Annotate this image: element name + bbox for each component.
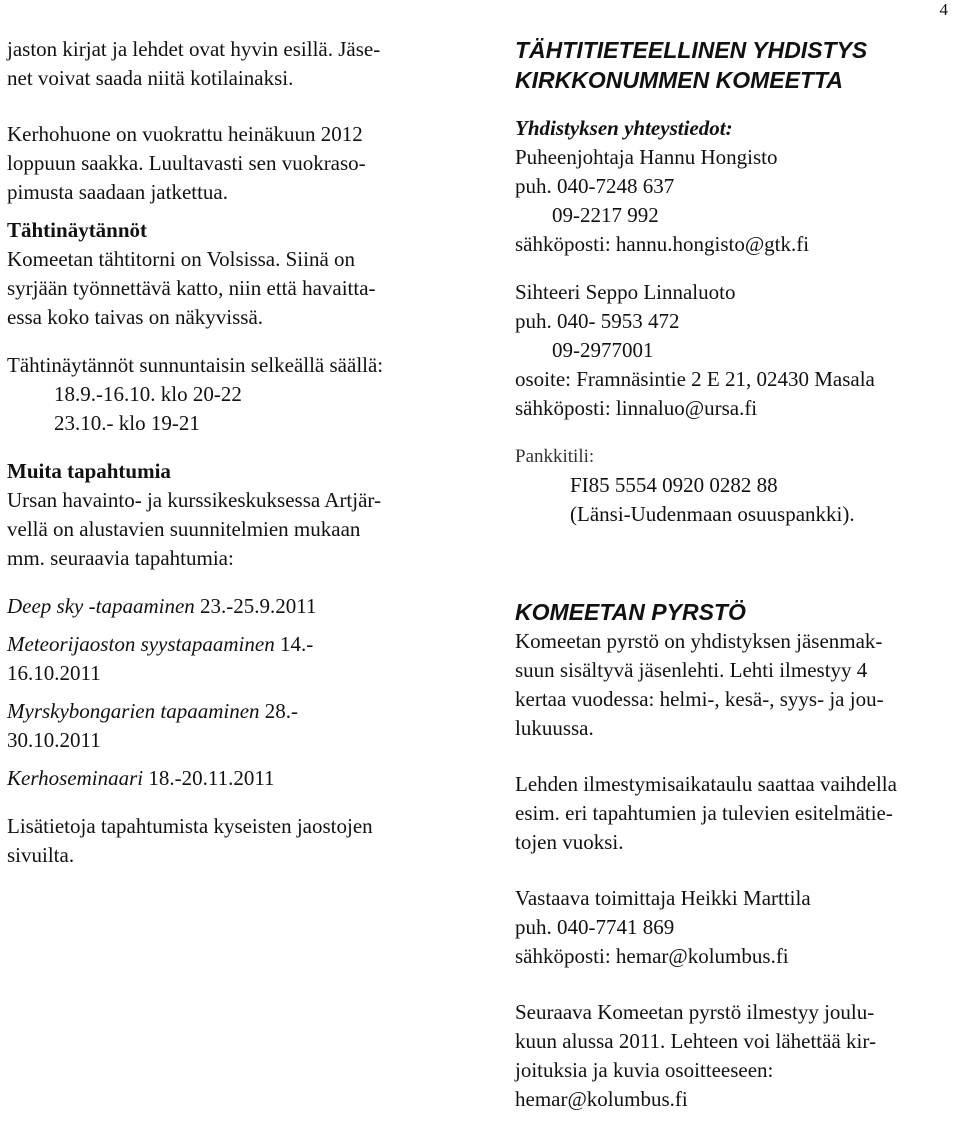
text-line: esim. eri tapahtumien ja tulevien esitelmätie- <box>515 801 893 825</box>
text-line: Komeetan tähtitorni on Volsissa. Siinä on <box>7 247 356 271</box>
schedule-line: 18.9.-16.10. klo 20-22 <box>54 382 242 406</box>
event-date: 23.-25.9.2011 <box>200 594 317 618</box>
events-heading: Muita tapahtumia <box>7 459 171 483</box>
text-line: loppuun saakka. Luultavasti sen vuokraso- <box>7 151 366 175</box>
more-info-paragraph <box>7 812 447 870</box>
event-date: 18.-20.11.2011 <box>148 766 275 790</box>
org-title <box>515 35 955 95</box>
observations-heading: Tähtinäytännöt <box>7 218 148 242</box>
schedule-line: 23.10.- klo 19-21 <box>54 411 200 435</box>
editor-name: Vastaava toimittaja Heikki Marttila <box>515 886 811 910</box>
event-item <box>7 764 447 793</box>
text-line: kuun alussa 2011. Lehteen voi lähettää kir- <box>515 1029 876 1053</box>
event-date: 28.- <box>264 699 299 723</box>
contacts-heading: Yhdistyksen yhteystiedot: <box>515 116 733 140</box>
editor-email: sähköposti: hemar@kolumbus.fi <box>515 944 789 968</box>
chair-phone-2: 09-2217 992 <box>552 203 659 227</box>
bank-label: Pankkitili: <box>515 446 595 467</box>
text-line: joituksia ja kuvia osoitteeseen: <box>515 1058 774 1082</box>
event-date: 14.- <box>279 632 314 656</box>
text-line: Lehden ilmestymisaikataulu saattaa vaihdella <box>515 772 897 796</box>
event-date-continued: 30.10.2011 <box>7 728 101 752</box>
event-item <box>7 630 447 688</box>
left-column <box>7 35 447 870</box>
text-line: vellä on alustavien suunnitelmien mukaan <box>7 517 361 541</box>
secretary-section <box>515 278 955 423</box>
secretary-address: osoite: Framnäsintie 2 E 21, 02430 Masala <box>515 367 875 391</box>
text-line: suun sisältyvä jäsenlehti. Lehti ilmestyy 4 <box>515 658 868 682</box>
event-item <box>7 592 447 621</box>
secretary-name: Sihteeri Seppo Linnaluoto <box>515 280 736 304</box>
page-number: 4 <box>939 0 948 19</box>
org-title-line: TÄHTITIETEELLINEN YHDISTYS <box>515 37 868 63</box>
secretary-phone-2: 09-2977001 <box>552 338 654 362</box>
rental-paragraph <box>7 120 447 207</box>
contacts-section <box>515 114 955 259</box>
text-line: Kerhohuone on vuokrattu heinäkuun 2012 <box>7 122 363 146</box>
chair-name: Puheenjohtaja Hannu Hongisto <box>515 145 778 169</box>
schedule-title: Tähtinäytännöt sunnuntaisin selkeällä säällä: <box>7 353 384 377</box>
text-line: kertaa vuodessa: helmi-, kesä-, syys- ja jou- <box>515 687 884 711</box>
event-item <box>7 697 447 755</box>
event-date-continued: 16.10.2011 <box>7 661 101 685</box>
text-line: mm. seuraavia tapahtumia: <box>7 546 234 570</box>
right-column <box>515 35 955 1114</box>
text-line: Lisätietoja tapahtumista kyseisten jaostojen <box>7 814 373 838</box>
secretary-email: sähköposti: linnaluo@ursa.fi <box>515 396 758 420</box>
bank-section <box>515 442 955 529</box>
text-line: Seuraava Komeetan pyrstö ilmestyy joulu- <box>515 1000 875 1024</box>
event-name: Kerhoseminaari <box>7 766 144 790</box>
text-line: syrjään työnnettävä katto, niin että havaitta- <box>7 276 376 300</box>
observation-schedule <box>7 351 447 438</box>
events-section <box>7 457 447 573</box>
next-issue-paragraph <box>515 998 955 1114</box>
editor-section <box>515 884 955 971</box>
secretary-phone: puh. 040- 5953 472 <box>515 309 680 333</box>
text-line: sivuilta. <box>7 843 75 867</box>
text-line: Komeetan pyrstö on yhdistyksen jäsenmak- <box>515 629 883 653</box>
org-title-line: KIRKKONUMMEN KOMEETTA <box>515 67 843 93</box>
observations-section <box>7 216 447 332</box>
text-line: net voivat saada niitä kotilainaksi. <box>7 66 294 90</box>
event-name: Myrskybongarien tapaaminen <box>7 699 260 723</box>
text-line: tojen vuoksi. <box>515 830 624 854</box>
chair-phone: puh. 040-7248 637 <box>515 174 675 198</box>
bank-account: FI85 5554 0920 0282 88 <box>570 473 778 497</box>
text-line: jaston kirjat ja lehdet ovat hyvin esillä. Jäse- <box>7 37 381 61</box>
chair-email: sähköposti: hannu.hongisto@gtk.fi <box>515 232 810 256</box>
text-line: lukuussa. <box>515 716 594 740</box>
editor-phone: puh. 040-7741 869 <box>515 915 675 939</box>
pyrsto-heading: KOMEETAN PYRSTÖ <box>515 599 746 625</box>
bank-name: (Länsi-Uudenmaan osuuspankki). <box>570 502 855 526</box>
event-name: Deep sky -tapaaminen <box>7 594 195 618</box>
library-paragraph <box>7 35 447 93</box>
contact-email: hemar@kolumbus.fi <box>515 1087 688 1111</box>
text-line: pimusta saadaan jatkettua. <box>7 180 229 204</box>
event-name: Meteorijaoston syystapaaminen <box>7 632 275 656</box>
schedule-paragraph <box>515 770 955 857</box>
text-line: Ursan havainto- ja kurssikeskuksessa Artjär- <box>7 488 381 512</box>
text-line: essa koko taivas on näkyvissä. <box>7 305 264 329</box>
pyrsto-section <box>515 597 955 743</box>
